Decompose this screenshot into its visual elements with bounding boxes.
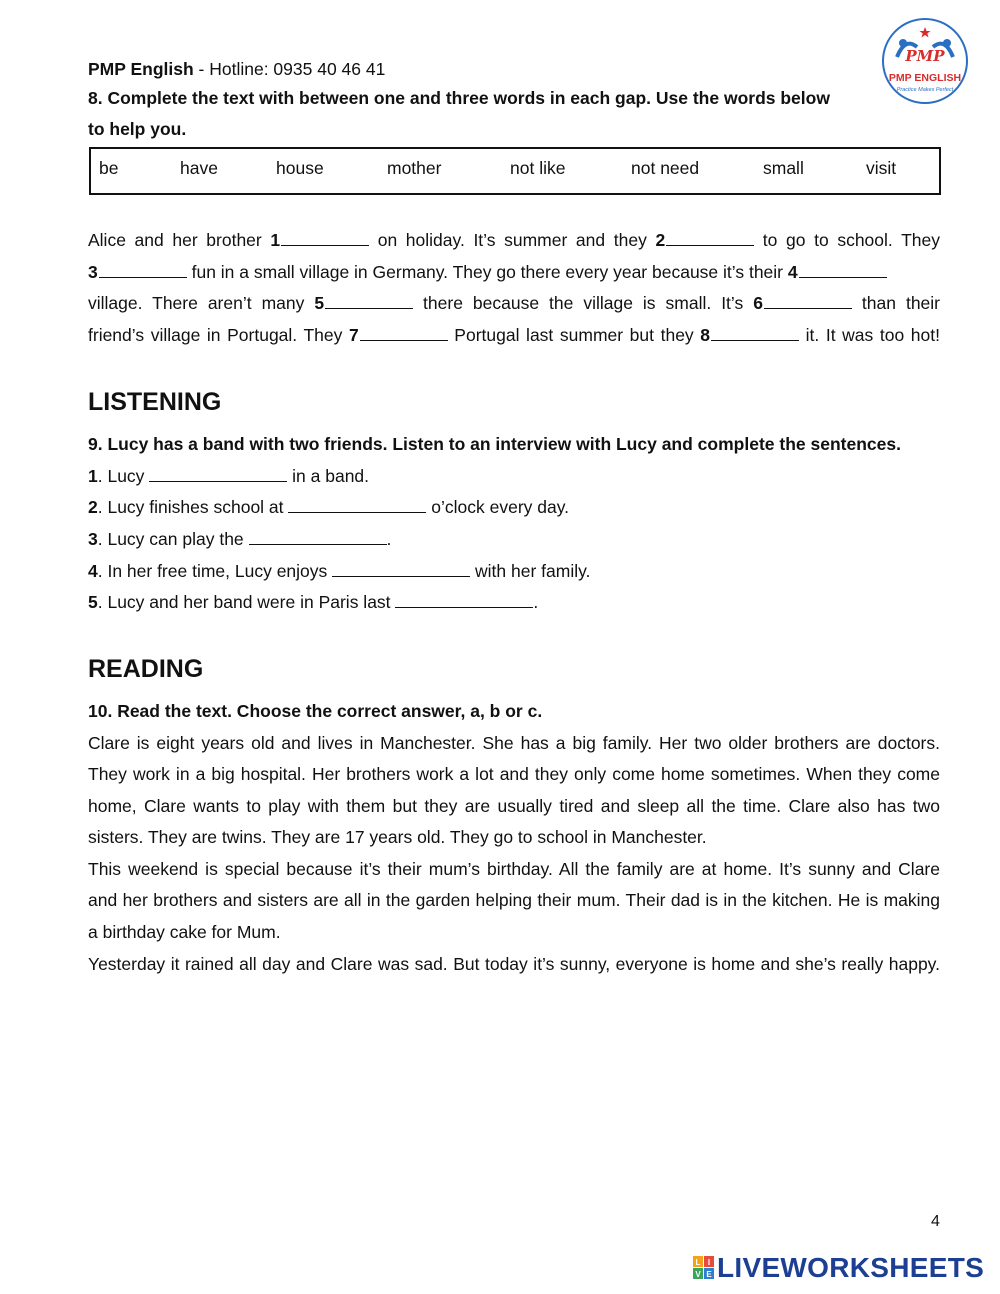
passage-text: there because the village is small. It’s	[413, 293, 754, 313]
reading-heading: READING	[88, 655, 204, 683]
pmp-logo	[877, 17, 973, 105]
passage-text: fun in a small village in Germany. They go there every year because it’s their	[186, 262, 788, 282]
answer-gap[interactable]	[149, 467, 287, 482]
item-number: 2	[88, 497, 98, 517]
answer-gap[interactable]	[799, 263, 887, 278]
item-text: . Lucy	[97, 466, 150, 486]
passage-text: than their	[851, 293, 940, 313]
answer-gap[interactable]	[325, 294, 413, 309]
badge-letter: L	[695, 1258, 701, 1267]
hotline-text: - Hotline: 0935 40 46 41	[193, 59, 386, 79]
listening-item	[88, 497, 569, 518]
badge-letter: I	[707, 1258, 711, 1267]
word-bank-item: small	[763, 158, 804, 178]
liveworksheets-badge-icon	[693, 1256, 715, 1280]
gap-number: 2	[655, 230, 666, 250]
listening-heading: LISTENING	[88, 388, 222, 416]
badge-letter: E	[706, 1270, 712, 1279]
item-text: . Lucy can play the	[97, 529, 249, 549]
gap-number: 6	[753, 293, 763, 313]
logo-initials: PMP	[905, 47, 945, 65]
item-text: . Lucy and her band were in Paris last	[97, 592, 396, 612]
exercise-9-title: 9. Lucy has a band with two friends. Listen to an interview with Lucy and complete the sentences.	[88, 434, 901, 454]
answer-gap[interactable]	[249, 530, 387, 545]
reading-text-line: Yesterday it rained all day and Clare was sad. But today it’s sunny, everyone is home and she’s really happy.	[88, 954, 940, 974]
listening-item	[88, 561, 590, 582]
answer-gap[interactable]	[332, 562, 470, 577]
listening-item	[88, 466, 369, 487]
word-bank-item: be	[99, 158, 119, 178]
reading-text-line: home, Clare wants to play with them but they are usually tired and sleep all the time. Clare also has two	[88, 796, 940, 816]
brand-name: PMP English	[88, 59, 194, 79]
word-bank-item: house	[276, 158, 324, 178]
gap-number: 5	[314, 293, 325, 313]
exercise-8-line	[88, 262, 887, 283]
answer-gap[interactable]	[288, 498, 426, 513]
logo-text: PMP ENGLISH	[888, 72, 962, 84]
passage-text: Alice and her brother	[88, 230, 271, 250]
exercise-8-line	[88, 293, 940, 314]
reading-text-line: and her brothers and sisters are all in the garden helping their mum. Their dad is in the kitchen. He is making	[88, 890, 940, 910]
exercise-8-line	[88, 325, 940, 346]
item-text: in a band.	[287, 466, 370, 486]
word-bank-box	[89, 147, 941, 195]
exercise-8-line	[88, 230, 940, 251]
answer-gap[interactable]	[666, 231, 754, 246]
item-text: .	[533, 592, 539, 612]
answer-gap[interactable]	[281, 231, 369, 246]
item-text: . Lucy finishes school at	[97, 497, 289, 517]
listening-item	[88, 592, 538, 613]
gap-number: 1	[270, 230, 281, 250]
passage-text: Portugal last summer but they	[447, 325, 701, 345]
exercise-8-title: 8. Complete the text with between one and three words in each gap. Use the words below to help you.	[88, 88, 830, 139]
badge-letter: V	[695, 1270, 701, 1279]
word-bank-item: not need	[631, 158, 700, 178]
gap-number: 4	[787, 262, 798, 282]
reading-text-line: Clare is eight years old and lives in Manchester. She has a big family. Her two older brothers are doctors.	[88, 733, 940, 753]
listening-item	[88, 529, 391, 550]
gap-number: 8	[700, 325, 711, 345]
item-text: with her family.	[470, 561, 591, 581]
word-bank-item: not like	[510, 158, 566, 178]
word-bank-item: mother	[387, 158, 442, 178]
item-number: 1	[88, 466, 98, 486]
item-text: o’clock every day.	[426, 497, 570, 517]
exercise-10-title: 10. Read the text. Choose the correct answer, a, b or c.	[88, 701, 543, 721]
item-number: 3	[88, 529, 98, 549]
liveworksheets-text: LIVEWORKSHEETS	[717, 1252, 985, 1283]
item-text: .	[386, 529, 392, 549]
reading-text-line: They work in a big hospital. Her brothers work a lot and they only come home sometimes. When they come	[88, 764, 940, 784]
header-line	[88, 59, 385, 80]
passage-text: friend’s village in Portugal. They	[88, 325, 349, 345]
item-text: . In her free time, Lucy enjoys	[97, 561, 333, 581]
item-number: 5	[88, 592, 98, 612]
word-bank-item: visit	[866, 158, 897, 178]
word-bank-item: have	[180, 158, 218, 178]
item-number: 4	[88, 561, 98, 581]
reading-text-line: sisters. They are twins. They are 17 years old. They go to school in Manchester.	[88, 827, 707, 847]
reading-text-line: a birthday cake for Mum.	[88, 922, 281, 942]
answer-gap[interactable]	[99, 263, 187, 278]
logo-tagline: Practice Makes Perfect	[896, 87, 954, 93]
passage-text: to go to school. They	[754, 230, 940, 250]
page-number: 4	[931, 1213, 940, 1230]
gap-number: 3	[88, 262, 98, 282]
gap-number: 7	[348, 325, 359, 345]
answer-gap[interactable]	[711, 326, 799, 341]
answer-gap[interactable]	[360, 326, 448, 341]
passage-text: it. It was too hot!	[799, 325, 940, 345]
answer-gap[interactable]	[395, 593, 533, 608]
reading-text-line: This weekend is special because it’s their mum’s birthday. All the family are at home. It’s sunny and Clare	[88, 859, 940, 879]
passage-text: on holiday. It’s summer and they	[369, 230, 656, 250]
passage-text: village. There aren’t many	[88, 293, 315, 313]
answer-gap[interactable]	[764, 294, 852, 309]
